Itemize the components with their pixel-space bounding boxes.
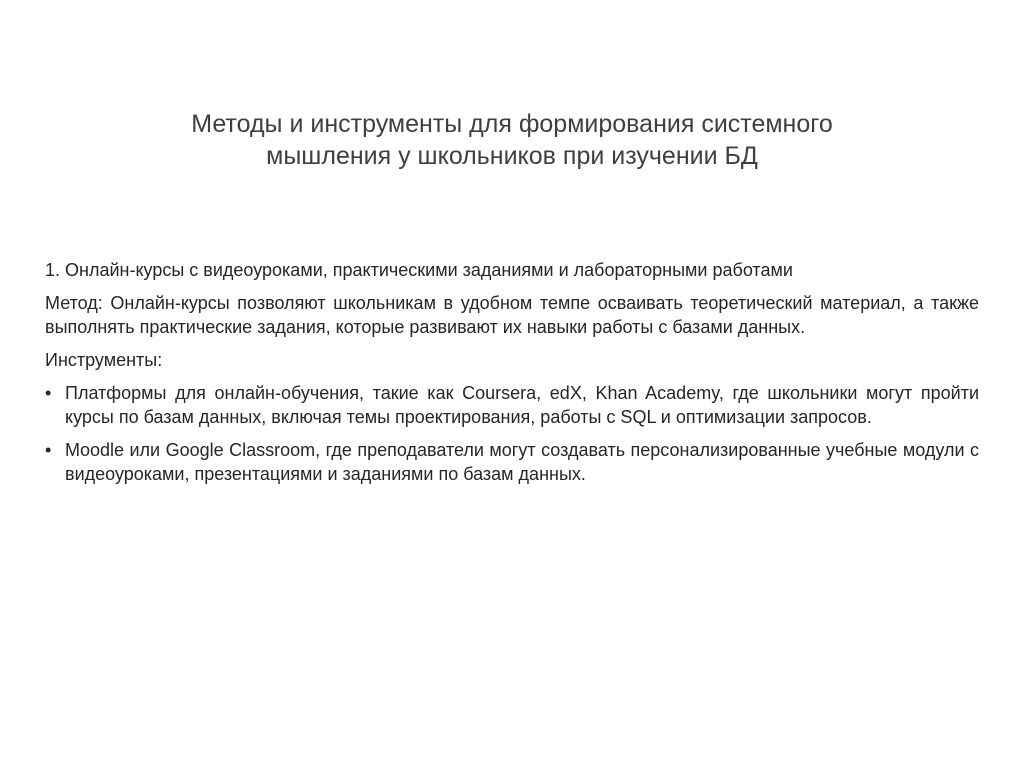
tools-bullet-list — [45, 381, 979, 486]
bullet-text: Moodle или Google Classroom, где преподаватели могут создавать персонализированные учебные модули с видеоуроками, презентациями и заданиями по базам данных. — [65, 440, 979, 484]
method-paragraph: Метод: Онлайн-курсы позволяют школьникам в удобном темпе осваивать теоретический материал, а также выполнять практические задания, которые развивают их навыки работы с базами данных. — [45, 293, 979, 337]
bullet-dot-icon: • — [45, 440, 52, 460]
slide-title-line-2: мышления у школьников при изучении БД — [266, 142, 758, 170]
bullet-dot-icon: • — [45, 383, 52, 403]
bullet-text: Платформы для онлайн-обучения, такие как Coursera, edX, Khan Academy, где школьники могут пройти курсы по базам данных, включая темы проектирования, работы с SQL и оптимизации запросов. — [65, 383, 979, 427]
bullet-item — [45, 438, 979, 486]
slide-title — [120, 108, 904, 172]
slide-title-line-1: Методы и инструменты для формирования системного — [191, 110, 833, 138]
bullet-item — [45, 381, 979, 429]
tools-label: Инструменты: — [45, 350, 163, 370]
section-heading: 1. Онлайн-курсы с видеоуроками, практическими заданиями и лабораторными работами — [45, 260, 793, 280]
slide-content — [45, 258, 979, 495]
